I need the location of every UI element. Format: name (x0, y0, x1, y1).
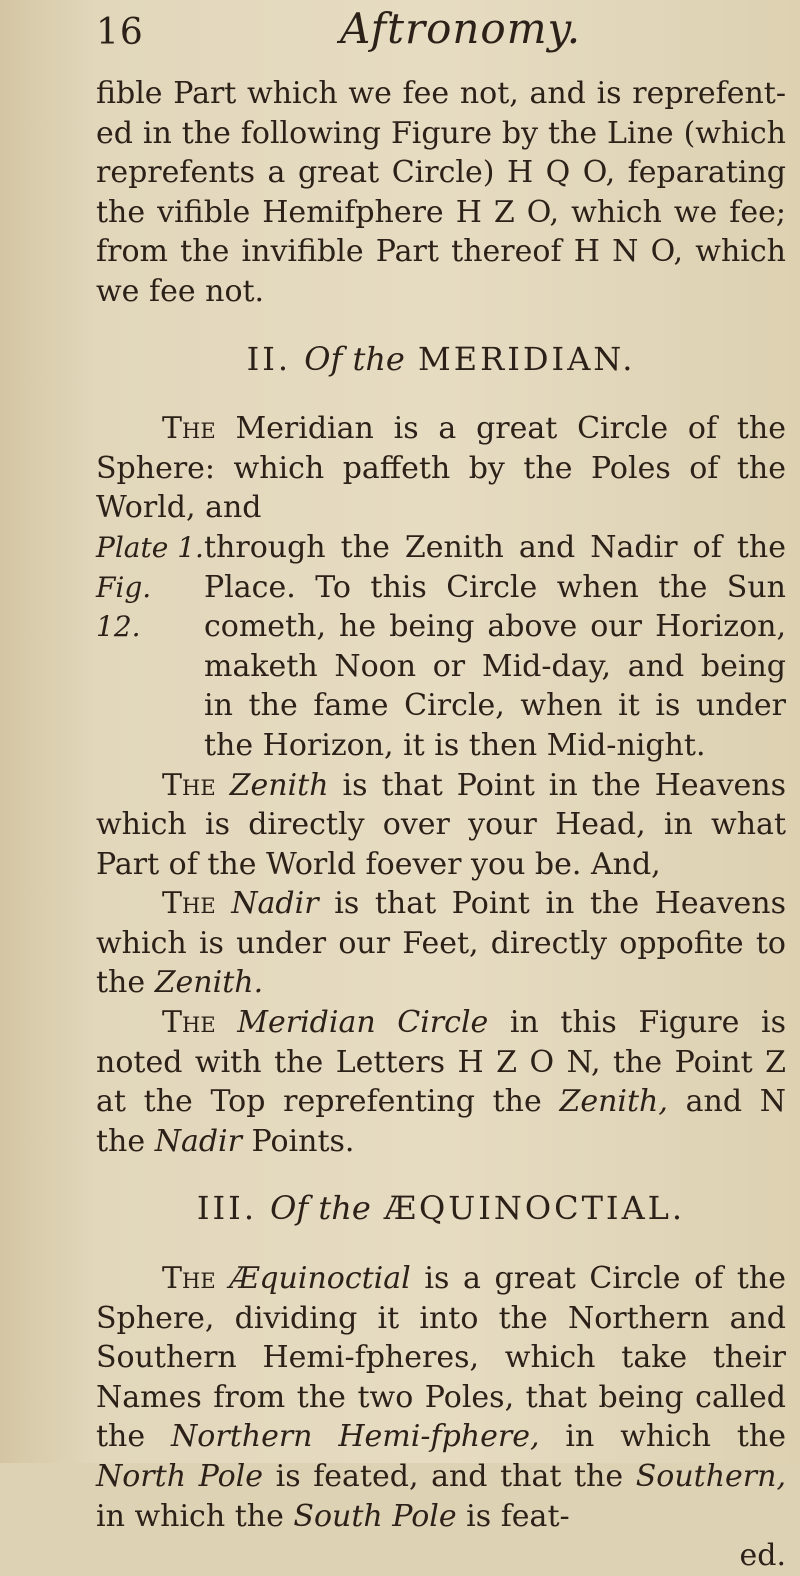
section-title: MERIDIAN. (418, 339, 636, 378)
running-head (96, 4, 760, 68)
nadir-text: is that Point in the Heavens which is under our Feet, directly oppofite to the (96, 886, 786, 1001)
term-nadir-2: Nadir (154, 1123, 242, 1159)
meridian-circle-text-b: and N the (96, 1084, 786, 1159)
term-north-pole: North Pole (96, 1459, 264, 1494)
meridian-paragraph-b (96, 528, 786, 766)
running-title: Aftronomy. (340, 4, 582, 53)
equinoctial-text-b: in which the (565, 1419, 786, 1455)
term-northern-hemisphere: Northern Hemi-fphere, (171, 1419, 540, 1455)
meridian-circle-paragraph (96, 1003, 786, 1161)
term-southern: Southern, (635, 1459, 786, 1494)
equinoctial-text-a: is a great Circle of the Sphere, dividing it into the Northern and Southern Hemi-fpheres, which take their Names from the two Poles, that being called the (96, 1261, 786, 1455)
equinoctial-text-d: in which the (96, 1498, 284, 1534)
section-numeral: II. (246, 339, 292, 378)
term-south-pole: South Pole (293, 1498, 457, 1534)
term-zenith-3: Zenith, (559, 1084, 668, 1120)
section-prefix: Of the (270, 1189, 371, 1228)
meridian-text-1: Meridian is a great Circle of the Sphere: which paffeth by the Poles of the World, and (96, 411, 786, 526)
term-zenith-2: Zenith. (154, 965, 264, 1001)
equinoctial-text-c: is feated, and that the (275, 1459, 624, 1494)
nadir-paragraph (96, 884, 786, 1003)
intro-paragraph: fible Part which we fee not, and is reprefent-ed in the following Figure by the Line (which reprefents a great Circle) H Q O, feparating the vifible Hemifphere H Z O, which we fee; from the invifible Part thereof H N O, which we fee not. (96, 76, 786, 309)
section-numeral: III. (196, 1189, 257, 1228)
lead-word: The (162, 767, 216, 803)
lead-word: The (162, 886, 216, 922)
section-heading-meridian (96, 340, 786, 380)
lead-word: The (162, 1261, 216, 1297)
section-heading-equinoctial (96, 1189, 786, 1229)
equinoctial-paragraph (96, 1259, 786, 1536)
equinoctial-text-e: is feat- (466, 1498, 570, 1534)
term-meridian-circle: Meridian Circle (237, 1005, 489, 1041)
zenith-paragraph (96, 766, 786, 885)
page-body (96, 74, 786, 1576)
meridian-text-2: through the Zenith and Nadir of the Place. To this Circle when the Sun cometh, he being above our Horizon, maketh Noon or Mid-day, and being in the fame Circle, when it is under the Horizon, it is then Mid-night. (204, 529, 786, 763)
term-zenith: Zenith (229, 767, 329, 803)
term-nadir: Nadir (231, 886, 319, 922)
meridian-paragraph-a (96, 409, 786, 528)
catchword: ed. (739, 1538, 786, 1574)
plate-figure-note: Plate 1. Fig. 12. (96, 530, 204, 644)
page-number: 16 (96, 12, 144, 53)
lead-word: The (162, 1005, 216, 1041)
meridian-circle-text-a: in this Figure is noted with the Letters H Z O N, the Point Z at the Top reprefenting the (96, 1005, 786, 1120)
term-equinoctial: Æquinoctial (229, 1261, 411, 1297)
zenith-text: is that Point in the Heavens which is directly over your Head, in what Part of the World foever you be. And, (96, 767, 786, 882)
section-prefix: Of the (304, 339, 405, 378)
section-title: ÆQUINOCTIAL. (383, 1189, 686, 1228)
lead-word: The (162, 411, 216, 447)
meridian-circle-text-c: Points. (251, 1123, 355, 1159)
